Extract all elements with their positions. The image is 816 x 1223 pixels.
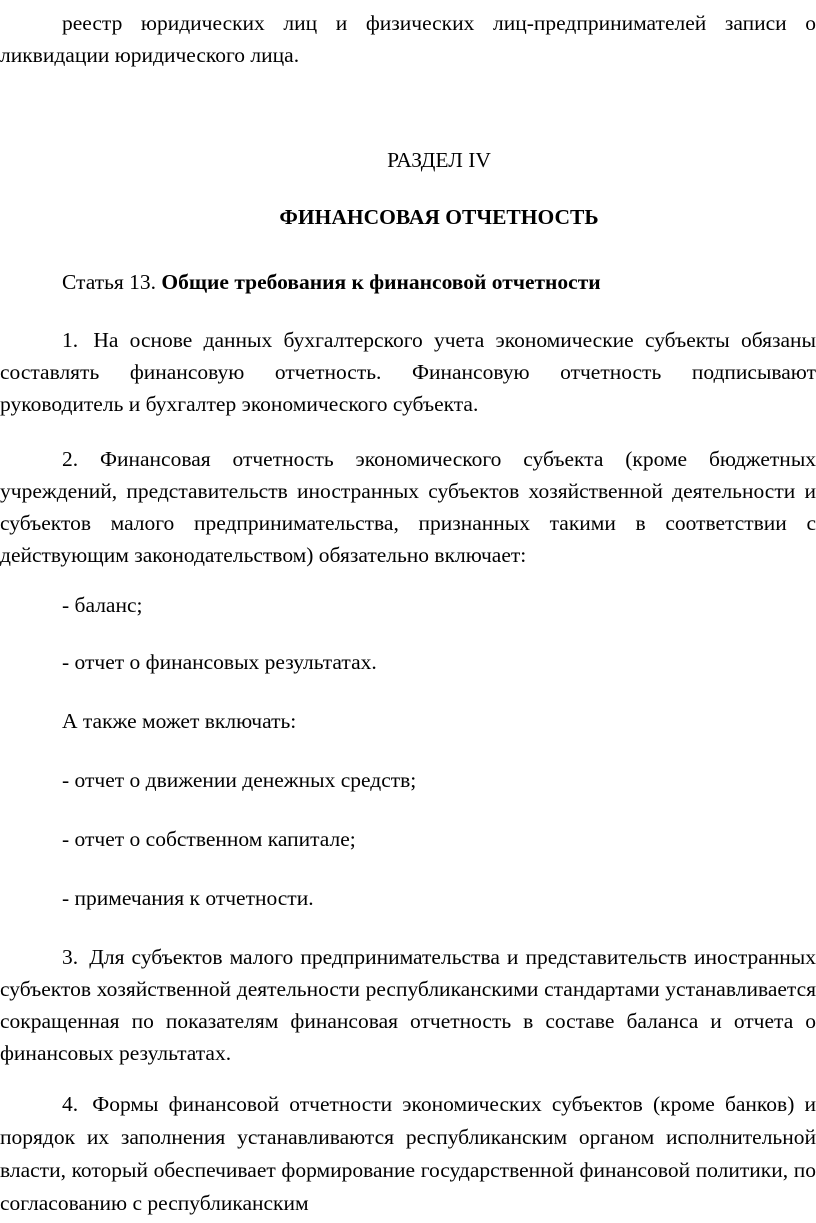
paragraph-3-number: 3.: [62, 945, 79, 969]
list-item: - примечания к отчетности.: [62, 886, 314, 910]
paragraph-1: [0, 324, 816, 420]
paragraph-3: [0, 941, 816, 1069]
article-heading: [0, 266, 816, 298]
article-title: Общие требования к финансовой отчетности: [161, 270, 601, 294]
paragraph-2-number: 2.: [62, 447, 79, 471]
paragraph-4-text: Формы финансовой отчетности экономических субъектов (кроме банков) и порядок их заполнения устанавливаются республиканским органом исполнительной власти, который обеспечивает формирование государственной финансовой политики, по согласованию с республиканским: [0, 1092, 816, 1215]
paragraph-1-text: На основе данных бухгалтерского учета экономические субъекты обязаны составлять финансовую отчетность. Финансовую отчетность подписывают руководитель и бухгалтер экономического субъекта.: [0, 328, 816, 416]
section-title: ФИНАНСОВАЯ ОТЧЕТНОСТЬ: [279, 205, 599, 229]
article-label: Статья 13.: [62, 270, 157, 294]
list-item: - отчет о финансовых результатах.: [62, 650, 377, 674]
paragraph-2: [0, 443, 816, 571]
section-heading: РАЗДЕЛ IV: [387, 148, 491, 172]
paragraph-3-text: Для субъектов малого предпринимательства и представительств иностранных субъектов хозяйственной деятельности республиканскими стандартами устанавливается сокращенная по показателям финансовая отчетность в составе баланса и отчета о финансовых результатах.: [0, 945, 816, 1065]
paragraph-4-number: 4.: [62, 1092, 79, 1116]
list-item: - баланс;: [62, 593, 143, 617]
list-item: - отчет о собственном капитале;: [62, 827, 356, 851]
list-item: - отчет о движении денежных средств;: [62, 768, 417, 792]
paragraph-4: [0, 1088, 816, 1220]
intro-continuation: реестр юридических лиц и физических лиц-предпринимателей записи о ликвидации юридического лица.: [0, 11, 816, 67]
paragraph-1-number: 1.: [62, 328, 79, 352]
paragraph-2-text: Финансовая отчетность экономического субъекта (кроме бюджетных учреждений, представительств иностранных субъектов хозяйственной деятельности и субъектов малого предпринимательства, признанных такими в соответствии с действующим законодательством) обязательно включает:: [0, 447, 816, 567]
also-may-include: А также может включать:: [62, 709, 297, 733]
